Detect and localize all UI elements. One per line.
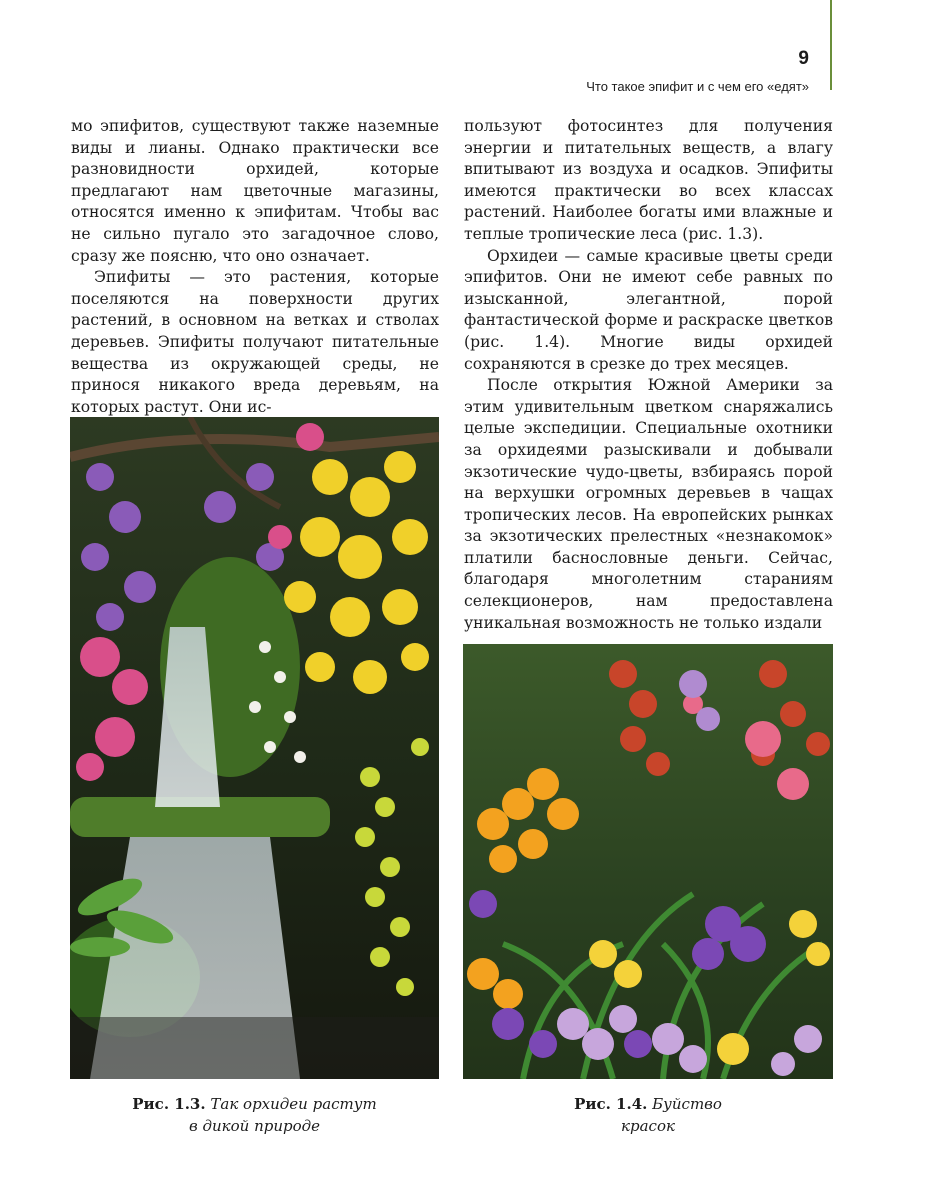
colorful-orchids-photo xyxy=(463,644,833,1079)
left-text-column xyxy=(71,116,439,418)
figure-1-4-caption xyxy=(463,1093,833,1137)
header-accent-rule xyxy=(830,0,832,90)
figure-1-4-caption-line2: красок xyxy=(621,1117,675,1135)
page-number: 9 xyxy=(798,48,809,69)
running-title: Что такое эпифит и с чем его «едят» xyxy=(586,79,809,94)
figure-colorful-orchids xyxy=(463,644,833,1079)
figure-1-4-caption-line1: Буйство xyxy=(652,1095,722,1113)
figure-1-3-caption-line1: Так орхидеи растут xyxy=(210,1095,377,1113)
figure-1-3-label: Рис. 1.3. xyxy=(132,1095,206,1113)
figure-orchids-waterfall xyxy=(70,417,439,1079)
left-paragraph-2: Эпифиты — это растения, которые поселяются на поверхности других растений, в основном на ветках и стволах деревьев. Эпифиты получают питательные вещества из окружающей среды, не принося никакого вреда деревьям, на которых растут. Они ис- xyxy=(71,268,439,416)
right-paragraph-1: пользуют фотосинтез для получения энергии и питательных веществ, а влагу впитывают из воздуха и осадков. Эпифиты имеются практически во всех классах растений. Наиболее богаты ими влажные и теплые тропические леса (рис. 1.3). xyxy=(464,117,833,243)
figure-1-4-label: Рис. 1.4. xyxy=(574,1095,648,1113)
figure-1-3-caption xyxy=(70,1093,439,1137)
figure-1-3-caption-line2: в дикой природе xyxy=(188,1117,321,1135)
orchids-waterfall-photo xyxy=(70,417,439,1079)
right-paragraph-3: После открытия Южной Америки за этим удивительным цветком снаряжались целые экспедиции. Специальные охотники за орхидеями разыскивали и добывали экзотические чудо-цветы, взбираясь порой на верхушки огромных деревьев в чащах тропических лесов. На европейских рынках за экзотических прелестных «незнакомок» платили баснословные деньги. Сейчас, благодаря многолетним стараниям селекционеров, нам предоставлена уникальная возможность не только издали xyxy=(464,376,833,632)
right-paragraph-2: Орхидеи — самые красивые цветы среди эпифитов. Они не имеют себе равных по изысканной, элегантной, порой фантастической форме и раскраске цветков (рис. 1.4). Многие виды орхидей сохраняются в срезке до трех месяцев. xyxy=(464,246,833,373)
right-text-column xyxy=(464,116,833,634)
left-paragraph-1: мо эпифитов, существуют также наземные виды и лианы. Однако практически все разновидности орхидей, которые предлагают нам цветочные магазины, относятся именно к эпифитам. Чтобы вас не сильно пугало это загадочное слово, сразу же поясню, что оно означает. xyxy=(71,117,439,265)
